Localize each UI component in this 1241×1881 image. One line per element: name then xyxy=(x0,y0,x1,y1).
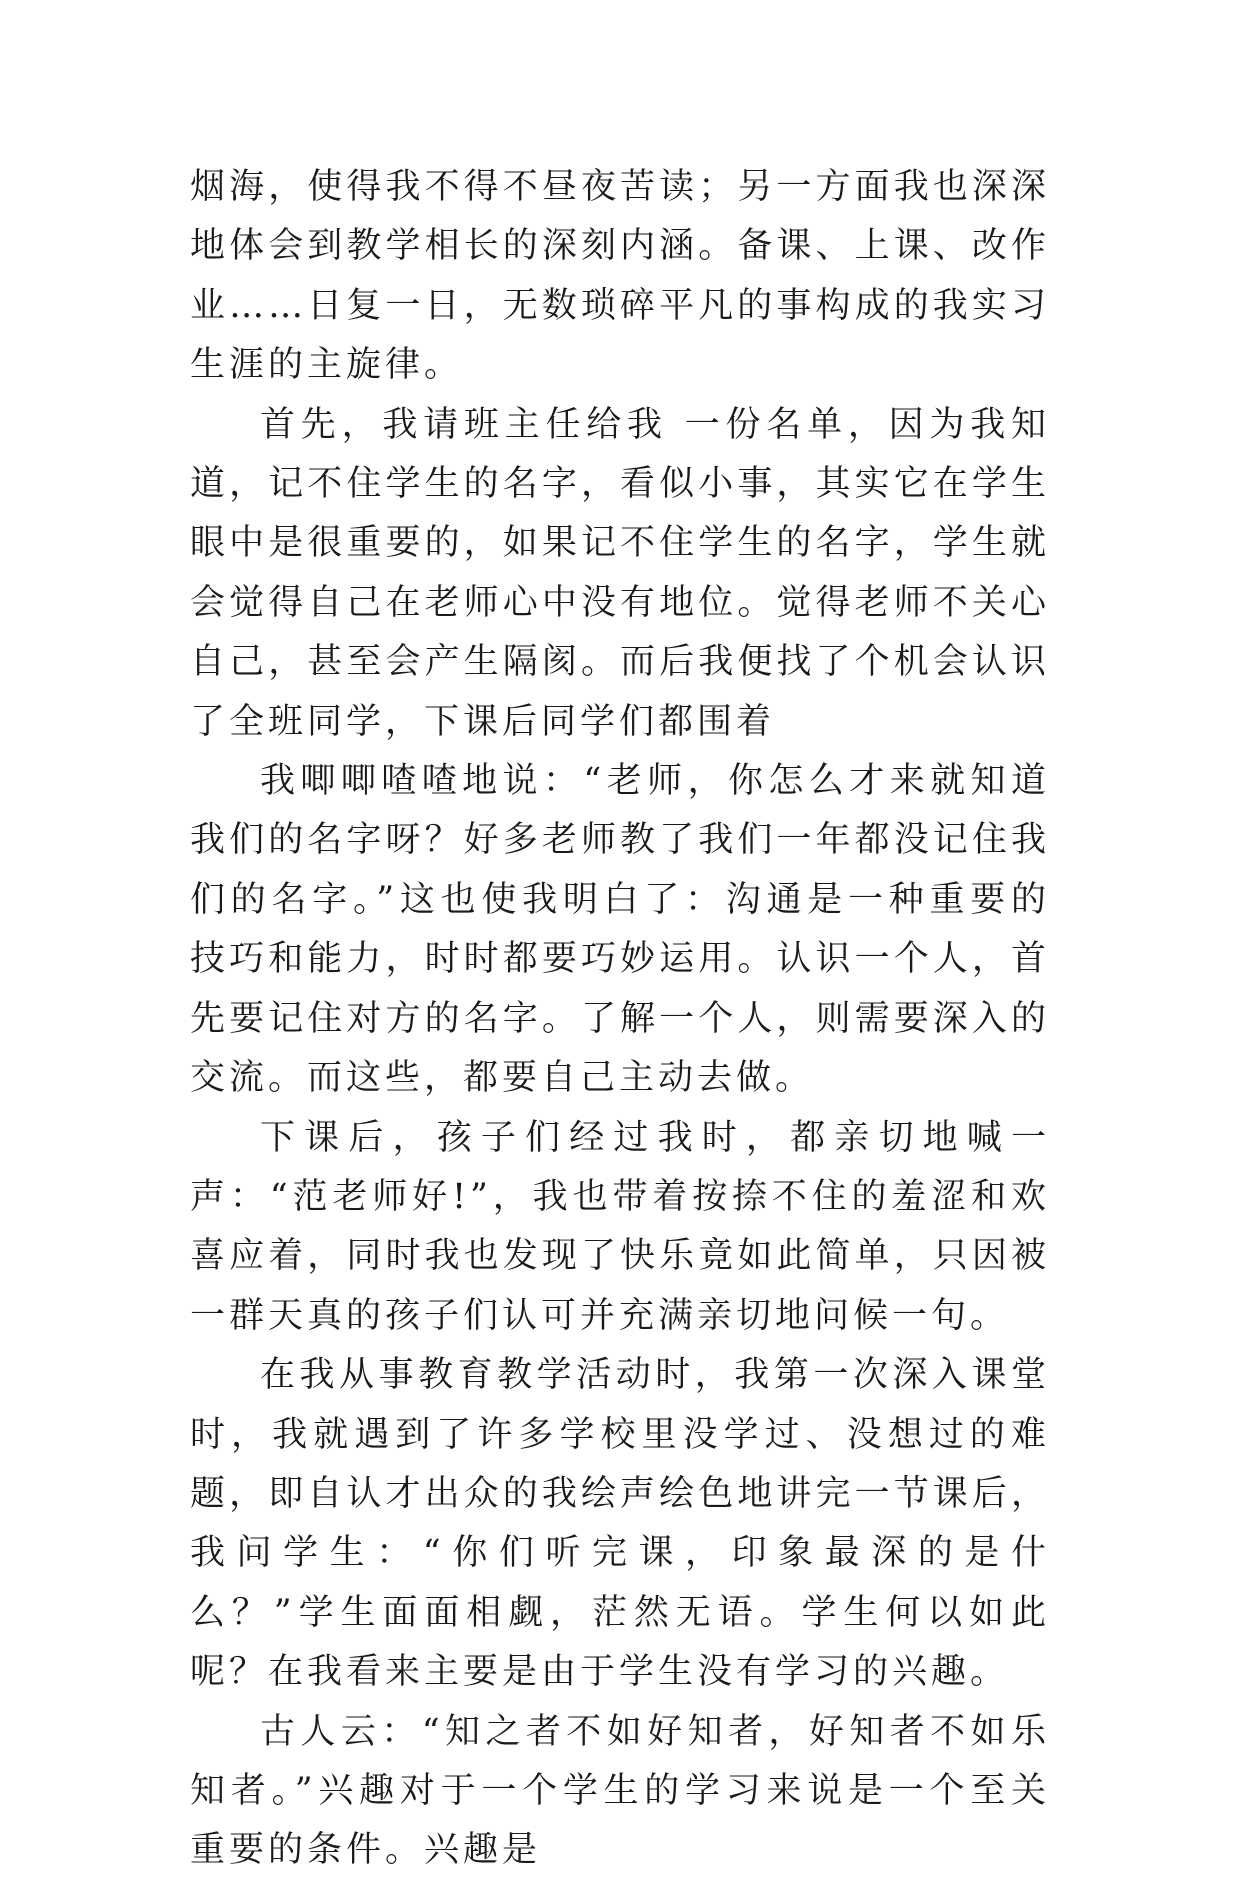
paragraph-4: 下课后，孩子们经过我时，都亲切地喊一声：“范老师好!”，我也带着按捺不住的羞涩和欢喜应着，同时我也发现了快乐竟如此简单，只因被一群天真的孩子们认可并充满亲切地问候一句。 xyxy=(190,1117,1050,1336)
paragraph-2: 首先，我请班主任给我 一份名单，因为我知道，记不住学生的名字，看似小事，其实它在学生眼中是很重要的，如果记不住学生的名字，学生就会觉得自己在老师心中没有地位。觉得老师不关心自己，甚至会产生隔阂。而后我便找了个机会认识了全班同学，下课后同学们都围着 xyxy=(190,404,1050,742)
paragraph-3: 我唧唧喳喳地说：“老师，你怎么才来就知道我们的名字呀？好多老师教了我们一年都没记住我们的名字。”这也使我明白了：沟通是一种重要的技巧和能力，时时都要巧妙运用。认识一个人，首先要记住对方的名字。了解一个人，则需要深入的交流。而这些，都要自己主动去做。 xyxy=(190,761,1050,1099)
paragraph-5: 在我从事教育教学活动时，我第一次深入课堂时，我就遇到了许多学校里没学过、没想过的难题，即自认才出众的我绘声绘色地讲完一节课后，我问学生：“你们听完课，印象最深的是什么？”学生面面相觑，茫然无语。学生何以如此呢？在我看来主要是由于学生没有学习的兴趣。 xyxy=(190,1355,1050,1693)
paragraph-6: 古人云：“知之者不如好知者，好知者不如乐知者。”兴趣对于一个学生的学习来说是一个至关重要的条件。兴趣是 xyxy=(190,1711,1050,1871)
document-body xyxy=(190,158,1050,1881)
paragraph-1: 烟海，使得我不得不昼夜苦读；另一方面我也深深地体会到教学相长的深刻内涵。备课、上课、改作业……日复一日，无数琐碎平凡的事构成的我实习生涯的主旋律。 xyxy=(190,167,1050,386)
